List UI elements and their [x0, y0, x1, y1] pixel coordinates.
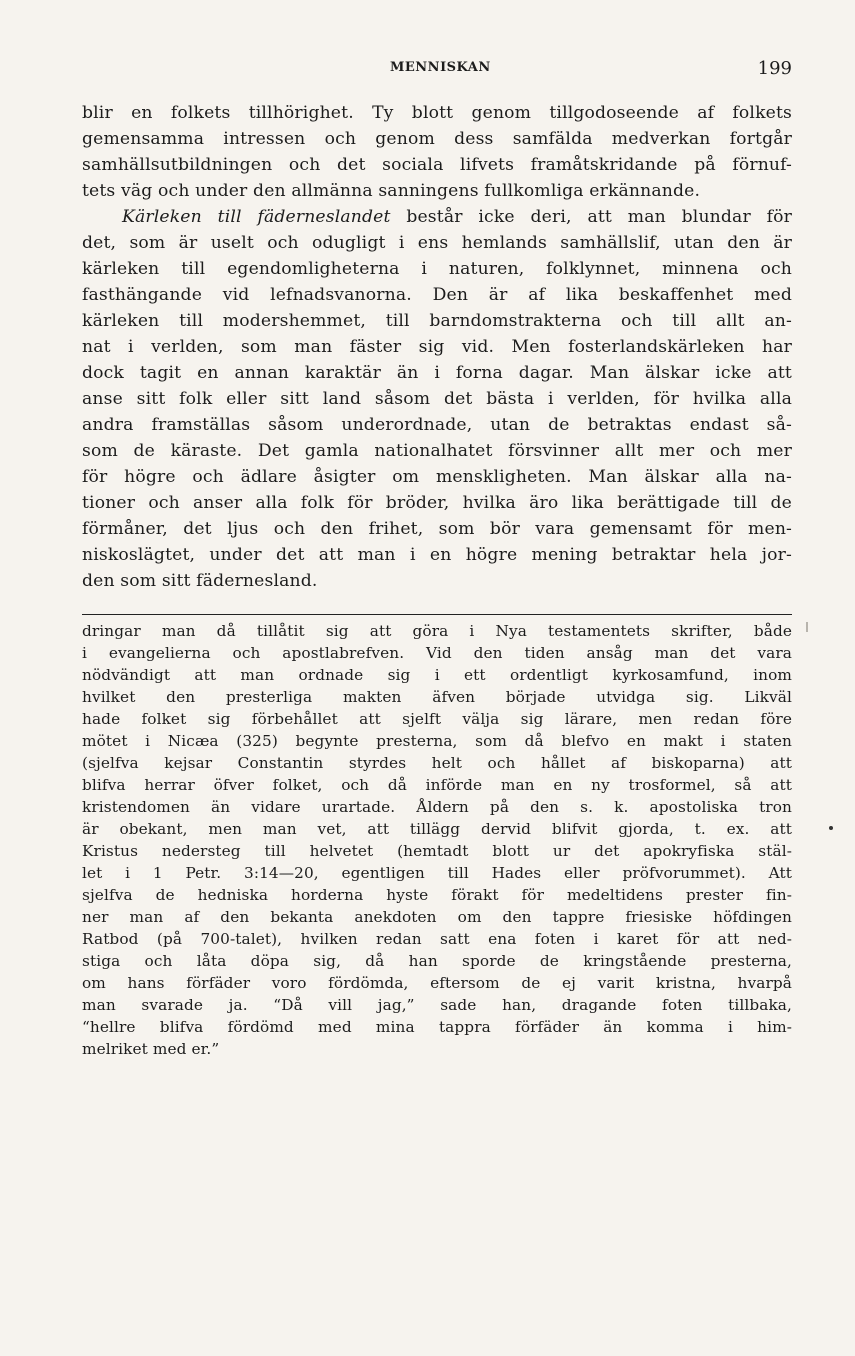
- footnote-line: let i 1 Petr. 3:14—20, egentligen till Hades eller pröfvorummet). Att: [82, 864, 792, 882]
- footnote-line: “hellre blifva fördömd med mina tappra förfäder än komma i him-: [82, 1018, 792, 1036]
- main-text-line: tets väg och under den allmänna sanningens fullkomliga erkännande.: [82, 181, 701, 201]
- footnote-line: är obekant, men man vet, att tillägg dervid blifvit gjorda, t. ex. att: [82, 820, 792, 838]
- main-text-line: dock tagit en annan karaktär än i forna dagar. Man älskar icke att: [82, 363, 792, 383]
- footnote-line: ner man af den bekanta anekdoten om den tappre friesiske höfdingen: [82, 908, 792, 926]
- running-head: [82, 58, 792, 84]
- footnote-line: hvilket den presterliga makten äfven började utvidga sig. Likväl: [82, 688, 792, 706]
- footnote-line: melriket med er.”: [82, 1040, 220, 1058]
- footnote-line: kristendomen än vidare urartade. Åldern på den s. k. apostoliska tron: [82, 798, 792, 816]
- main-text-line: nat i verlden, som man fäster sig vid. Men fosterlandskärleken har: [82, 337, 792, 357]
- main-text-line: förmåner, det ljus och den frihet, som bör vara gemensamt för men-: [82, 519, 792, 539]
- main-text-line: andra framställas såsom underordnade, utan de betraktas endast så-: [82, 415, 792, 435]
- page-number: 199: [757, 58, 792, 79]
- main-text-block: [82, 100, 792, 594]
- main-text-line-rest: består icke deri, att man blundar för: [390, 207, 792, 227]
- main-text-line-paragraph-start: [82, 204, 792, 230]
- running-title: MENNISKAN: [390, 60, 491, 75]
- footnote-line: i evangelierna och apostlabrefven. Vid den tiden ansåg man det vara: [82, 644, 792, 662]
- footnote-line: stiga och låta döpa sig, då han sporde de kringstående presterna,: [82, 952, 792, 970]
- footnote-line: man svarade ja. “Då vill jag,” sade han, dragande foten tillbaka,: [82, 996, 792, 1014]
- footnote-line: mötet i Nicæa (325) begynte presterna, som då blefvo en makt i staten: [82, 732, 792, 750]
- margin-speck: [829, 826, 833, 830]
- footnote-line: hade folket sig förbehållet att sjelft välja sig lärare, men redan före: [82, 710, 792, 728]
- main-text-line: gemensamma intressen och genom dess samfälda medverkan fortgår: [82, 129, 792, 149]
- main-text-line: anse sitt folk eller sitt land såsom det bästa i verlden, för hvilka alla: [82, 389, 792, 409]
- main-text-line: tioner och anser alla folk för bröder, hvilka äro lika berättigade till de: [82, 493, 792, 513]
- main-text-line: niskoslägtet, under det att man i en högre mening betraktar hela jor-: [82, 545, 792, 565]
- footnote-line: nödvändigt att man ordnade sig i ett ordentligt kyrkosamfund, inom: [82, 666, 792, 684]
- main-text-line: för högre och ädlare åsigter om menskligheten. Man älskar alla na-: [82, 467, 792, 487]
- main-text-line: den som sitt fädernesland.: [82, 571, 318, 591]
- footnote-line: Ratbod (på 700-talet), hvilken redan satt ena foten i karet för att ned-: [82, 930, 792, 948]
- footnote-line: Kristus nedersteg till helvetet (hemtadt blott ur det apokryfiska stäl-: [82, 842, 792, 860]
- main-text-line: kärleken till modershemmet, till barndomstrakterna och till allt an-: [82, 311, 792, 331]
- main-text-line: det, som är uselt och odugligt i ens hemlands samhällslif, utan den är: [82, 233, 792, 253]
- margin-mark: [806, 622, 808, 632]
- italic-phrase: Kärleken till fäderneslandet: [122, 207, 391, 227]
- main-text-line: kärleken till egendomligheterna i naturen, folklynnet, minnena och: [82, 259, 792, 279]
- footnote-line: dringar man då tillåtit sig att göra i Nya testamentets skrifter, både: [82, 622, 792, 640]
- footnote-block: [82, 620, 792, 1060]
- main-text-line: blir en folkets tillhörighet. Ty blott genom tillgodoseende af folkets: [82, 103, 792, 123]
- footnote-line: om hans förfäder voro fördömda, eftersom de ej varit kristna, hvarpå: [82, 974, 792, 992]
- main-text-line: fasthängande vid lefnadsvanorna. Den är af lika beskaffenhet med: [82, 285, 792, 305]
- footnote-line: (sjelfva kejsar Constantin styrdes helt och hållet af biskoparna) att: [82, 754, 792, 772]
- main-text-line: som de käraste. Det gamla nationalhatet försvinner allt mer och mer: [82, 441, 792, 461]
- main-text-line: samhällsutbildningen och det sociala lifvets framåtskridande på förnuf-: [82, 155, 792, 175]
- footnote-divider: [82, 614, 792, 615]
- footnote-line: sjelfva de hedniska horderna hyste förakt för medeltidens prester fin-: [82, 886, 792, 904]
- footnote-line: blifva herrar öfver folket, och då införde man en ny trosformel, så att: [82, 776, 792, 794]
